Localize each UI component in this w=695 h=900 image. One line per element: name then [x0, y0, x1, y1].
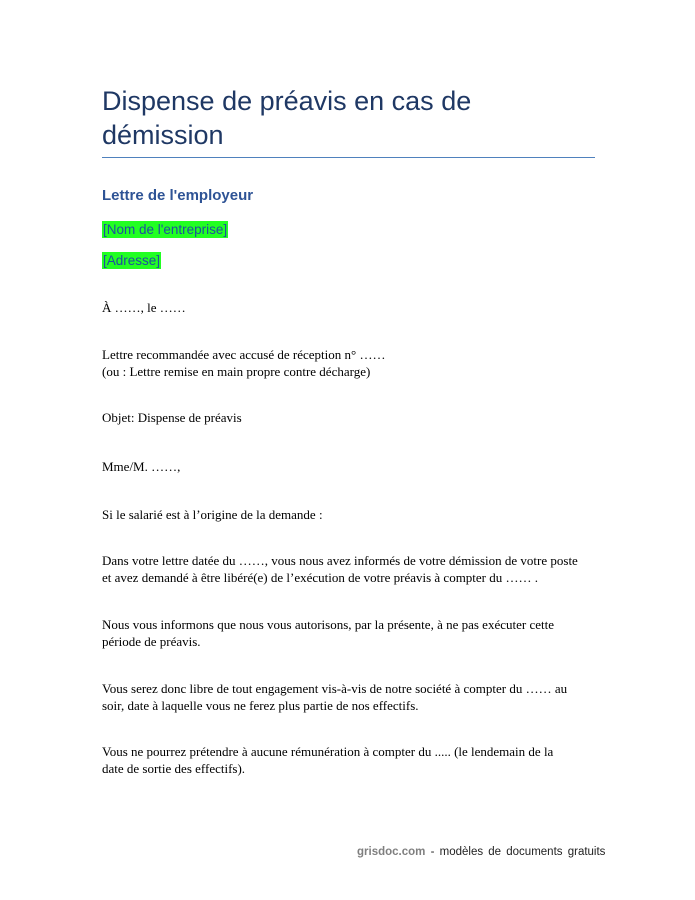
- paragraph-line: Dans votre lettre datée du ……, vous nous avez informés de votre démission de votre poste: [102, 553, 578, 568]
- registered-mail-line: Lettre recommandée avec accusé de réception n° ……: [102, 347, 386, 362]
- registered-mail-block: [102, 346, 582, 380]
- company-name-placeholder: [Nom de l'entreprise]: [103, 222, 228, 237]
- paragraph-line: Nous vous informons que nous vous autorisons, par la présente, à ne pas exécuter cette: [102, 617, 554, 632]
- title-divider: [102, 157, 595, 158]
- paragraph-line: période de préavis.: [102, 634, 201, 649]
- footer-brand-link[interactable]: grisdoc.com: [357, 846, 426, 858]
- place-date-line: À ……, le ……: [102, 300, 186, 315]
- page-footer: [357, 846, 605, 858]
- paragraph-line: et avez demandé à être libéré(e) de l’exécution de votre préavis à compter du …… .: [102, 570, 539, 585]
- footer-tagline: - modèles de documents gratuits: [430, 846, 606, 858]
- condition-line: Si le salarié est à l’origine de la demande :: [102, 507, 323, 522]
- paragraph-line: soir, date à laquelle vous ne ferez plus partie de nos effectifs.: [102, 698, 419, 713]
- hand-delivery-line: (ou : Lettre remise en main propre contre décharge): [102, 364, 371, 379]
- paragraph-release: [102, 680, 582, 714]
- document-subtitle: Lettre de l'employeur: [102, 187, 254, 204]
- address-placeholder: [Adresse]: [103, 253, 161, 268]
- paragraph-line: date de sortie des effectifs).: [102, 761, 246, 776]
- salutation: Mme/M. ……,: [102, 459, 181, 474]
- subject-line: Objet: Dispense de préavis: [102, 410, 242, 425]
- paragraph-remuneration: [102, 743, 582, 777]
- document-title: Dispense de préavis en cas de démission: [102, 86, 472, 150]
- paragraph-line: Vous serez donc libre de tout engagement vis-à-vis de notre société à compter du …… au: [102, 681, 568, 696]
- paragraph-authorization: [102, 616, 582, 650]
- paragraph-line: Vous ne pourrez prétendre à aucune rémunération à compter du ..... (le lendemain de la: [102, 744, 554, 759]
- paragraph-request: [102, 552, 582, 586]
